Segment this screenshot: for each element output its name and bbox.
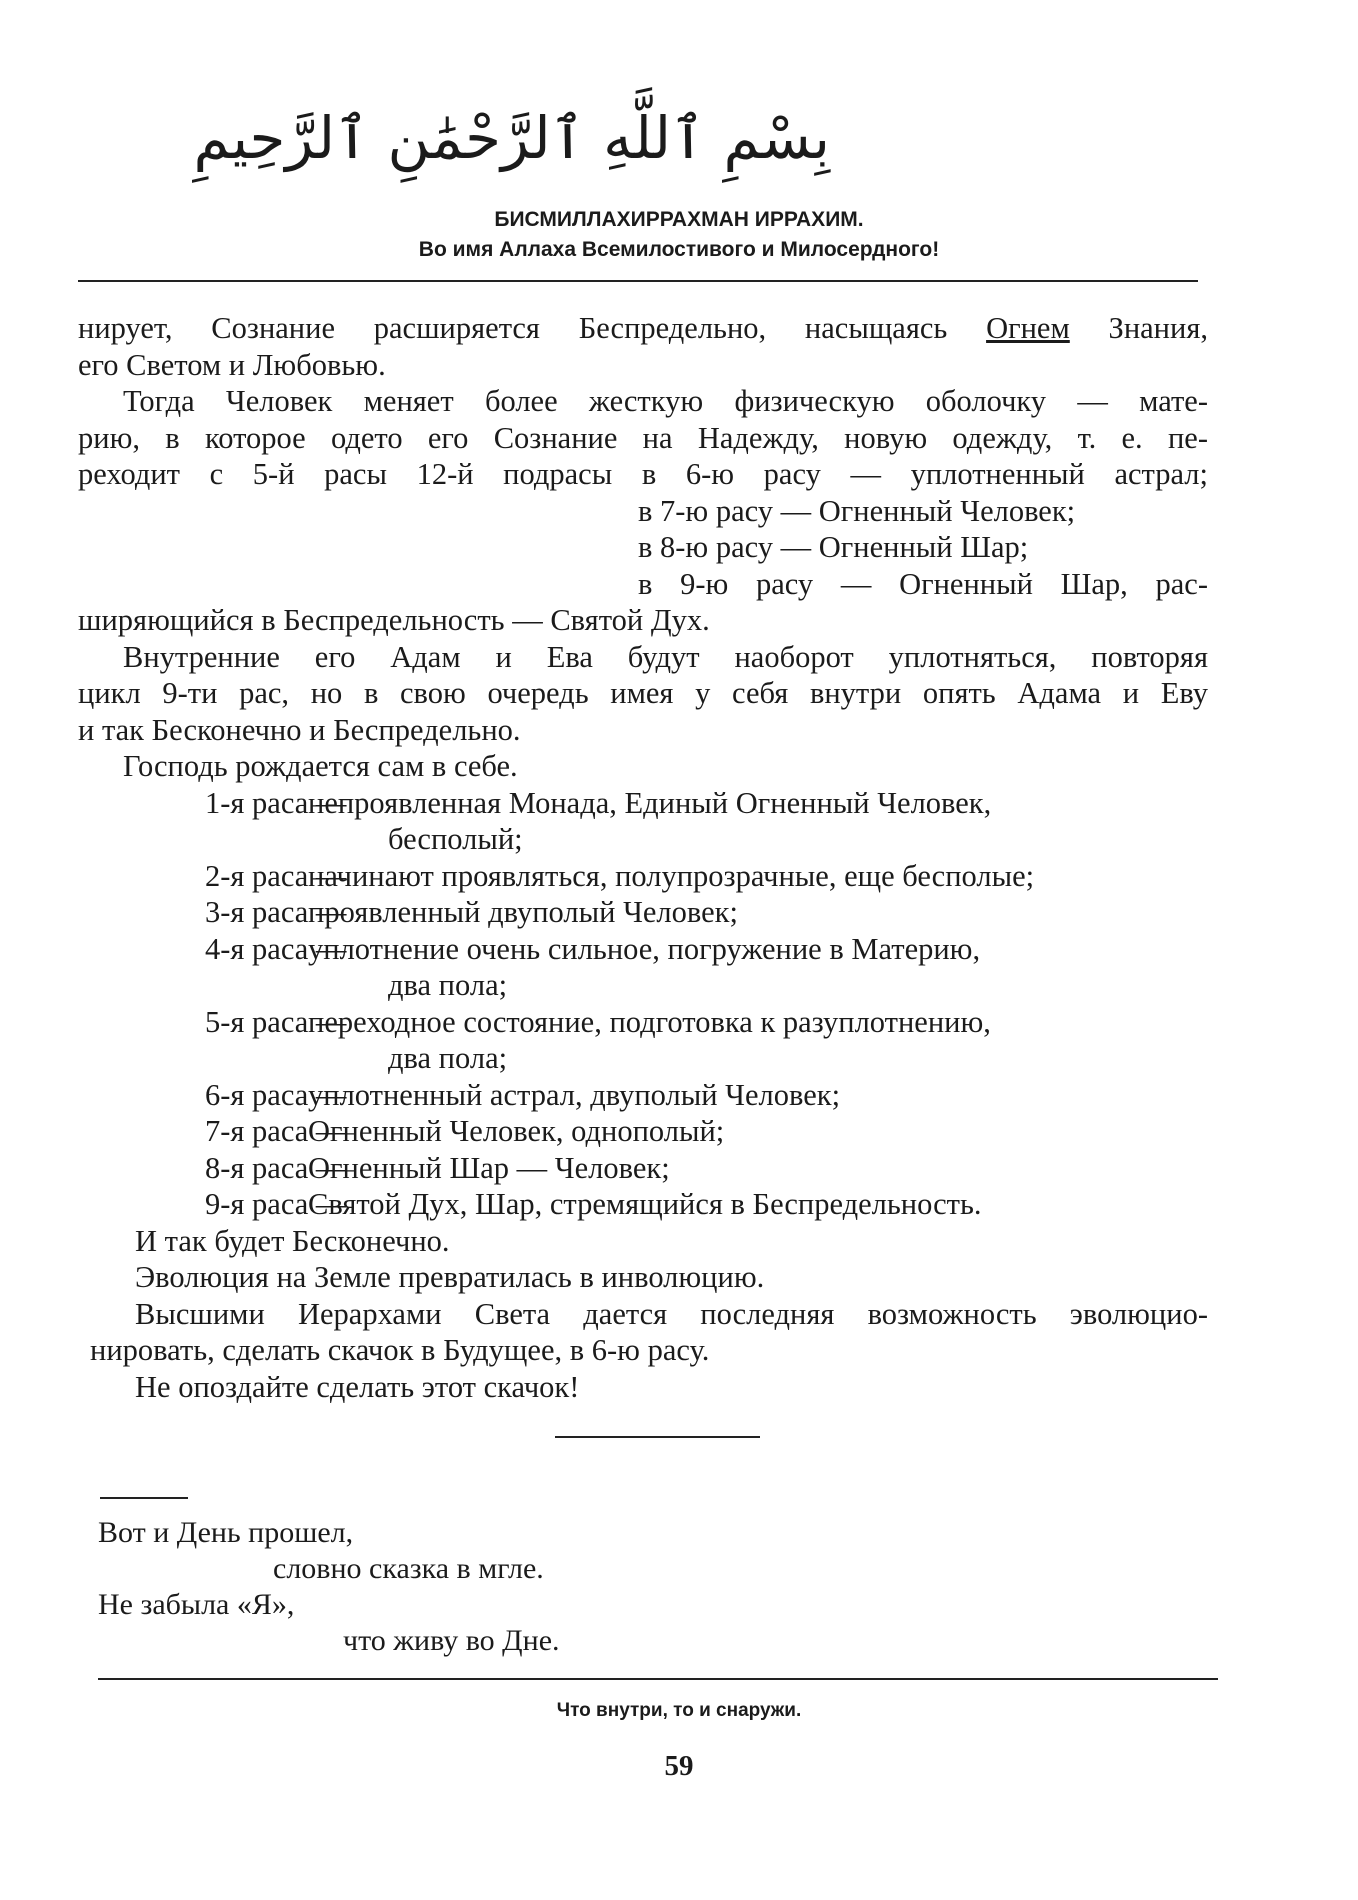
race-label: 1-я раса — xyxy=(205,785,347,820)
race-label: 7-я раса — xyxy=(205,1114,347,1148)
paragraph-start: Не опоздайте сделать этот скачок! xyxy=(135,1369,580,1404)
race-description: Огненный Человек, однополый; xyxy=(308,1114,725,1148)
race-description: Святой Дух, Шар, стремящийся в Беспредельность. xyxy=(308,1187,982,1221)
text-line: в 7-ю расу — Огненный Человек; xyxy=(638,493,1076,528)
paragraph-start: Высшими Иерархами Света дается последняя возможность эволюцио- xyxy=(135,1296,1208,1331)
poem-line: что живу во Дне. xyxy=(343,1624,560,1657)
race-item xyxy=(78,785,1208,822)
header-title: БИСМИЛЛАХИРРАХМАН ИРРАХИМ. xyxy=(494,208,864,231)
poem-line: Вот и День прошел, xyxy=(98,1516,354,1549)
text-line: нировать, сделать скачок в Будущее, в 6-ю расу. xyxy=(90,1333,710,1367)
header-divider xyxy=(78,280,1198,282)
race-description: переходное состояние, подготовка к разуплотнению, xyxy=(308,1004,991,1039)
paragraph-start: Эволюция на Земле превратилась в инволюцию. xyxy=(135,1260,765,1294)
race-label: 2-я раса — xyxy=(205,858,347,893)
race-description: уплотненный астрал, двуполый Человек; xyxy=(308,1077,841,1112)
race-label: 8-я раса — xyxy=(205,1150,347,1185)
race-item xyxy=(78,1150,1208,1187)
race-label: 6-я раса — xyxy=(205,1077,347,1112)
underlined-word: Огнем xyxy=(986,311,1070,345)
text-line: рию, в которое одето его Сознание на Надежду, новую одежду, т. е. пе- xyxy=(78,420,1208,455)
paragraph-start: И так будет Бесконечно. xyxy=(135,1223,450,1258)
footer-motto: Что внутри, то и снаружи. xyxy=(556,1700,802,1721)
race-item xyxy=(78,858,1208,895)
race-item xyxy=(78,1004,1208,1041)
race-description: непроявленная Монада, Единый Огненный Человек, xyxy=(308,785,992,820)
text-line: в 8-ю расу — Огненный Шар; xyxy=(638,530,1029,564)
page-number: 59 xyxy=(664,1750,694,1782)
race-description-continued: два пола; xyxy=(388,1041,508,1075)
header-subtitle: Во имя Аллаха Всемилостивого и Милосердного! xyxy=(418,238,940,261)
paragraph-start: Тогда Человек меняет более жесткую физическую оболочку — мате- xyxy=(123,384,1208,418)
text-line: в 9-ю расу — Огненный Шар, рас- xyxy=(638,566,1208,601)
race-description-continued: бесполый; xyxy=(388,822,523,856)
race-label: 4-я раса — xyxy=(205,931,347,966)
race-description: уплотнение очень сильное, погружение в Материю, xyxy=(308,931,981,966)
text-line: реходит с 5-й расы 12-й подрасы в 6-ю расу — уплотненный астрал; xyxy=(78,457,1208,491)
text-line: нирует, Сознание расширяется Беспредельно, насыщаясь Огнем Знания, xyxy=(78,311,1208,345)
race-description: проявленный двуполый Человек; xyxy=(308,895,738,929)
races-list xyxy=(78,785,1208,1223)
poem-line: словно сказка в мгле. xyxy=(273,1552,544,1585)
race-item xyxy=(78,1113,1208,1150)
race-description: Огненный Шар — Человек; xyxy=(308,1150,670,1185)
race-description: начинают проявляться, полупрозрачные, еще бесполые; xyxy=(308,858,1035,893)
poem xyxy=(98,1515,560,1659)
race-label: 5-я раса — xyxy=(205,1004,347,1039)
race-item xyxy=(78,1077,1208,1114)
text-line: его Светом и Любовью. xyxy=(78,347,386,382)
poem-line: Не забыла «Я», xyxy=(98,1588,295,1621)
main-text xyxy=(78,310,1208,1405)
paragraph-start: Внутренние его Адам и Ева будут наоборот уплотняться, повторяя xyxy=(123,639,1208,674)
race-item xyxy=(78,931,1208,968)
race-item xyxy=(78,1186,1208,1223)
text-line: и так Бесконечно и Беспредельно. xyxy=(78,712,521,747)
text-line: ширяющийся в Беспредельность — Святой Дух. xyxy=(78,603,710,637)
footer-divider xyxy=(98,1678,1218,1680)
race-label: 3-я раса — xyxy=(205,895,347,929)
section-divider xyxy=(555,1436,760,1438)
race-description-continued: два пола; xyxy=(388,968,508,1002)
text-line: цикл 9-ти рас, но в свою очередь имея у себя внутри опять Адама и Еву xyxy=(78,676,1208,710)
race-item xyxy=(78,894,1208,931)
short-divider xyxy=(100,1497,188,1499)
bismillah-calligraphy: بِسْمِ ٱللَّهِ ٱلرَّحْمَٰنِ ٱلرَّحِيمِ xyxy=(193,104,830,172)
race-label: 9-я раса — xyxy=(205,1187,347,1221)
paragraph-start: Господь рождается сам в себе. xyxy=(123,749,518,783)
